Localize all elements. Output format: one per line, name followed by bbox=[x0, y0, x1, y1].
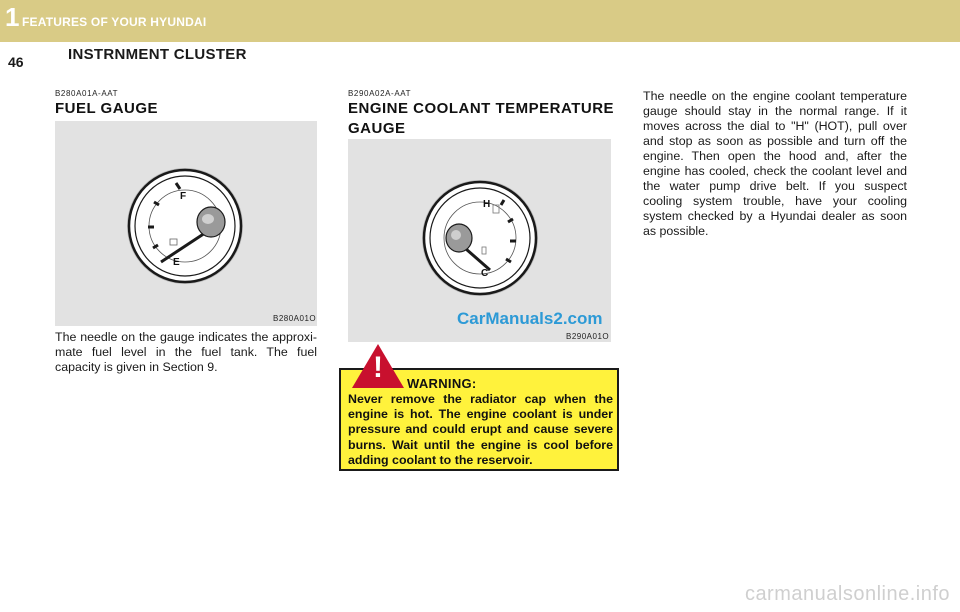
warning-exclamation: ! bbox=[373, 351, 383, 384]
coolant-dial-cold-label: C bbox=[481, 268, 489, 279]
warning-text: Never remove the radiator cap when the engine is hot. The engine coolant is under pressure and could erupt and cause severe burns. Wait until the engine is cool before adding coolant to the reservoir. bbox=[348, 392, 613, 467]
fuel-gauge-title: FUEL GAUGE bbox=[55, 100, 159, 117]
page-number: 46 bbox=[8, 54, 24, 70]
chapter-number: 1 bbox=[5, 2, 20, 32]
coolant-gauge-description: The needle on the engine coolant temperature gauge should stay in the normal range. If it moves across the dial to "H" (HOT), pull over and stop as soon as possible and turn off the engine. Then open the hood and, after the engine has cooled, check the coolant level and the water pump drive belt. If you suspect cooling system trouble, have your cooling system checked by a Hyundai dealer as soon as possible. bbox=[643, 89, 907, 238]
coolant-gauge-title-line2: GAUGE bbox=[348, 120, 406, 137]
fuel-gauge-caption: B280A01O bbox=[273, 314, 317, 323]
fuel-dial-empty-label: E bbox=[173, 257, 180, 268]
fuel-gauge-description: The needle on the gauge indicates the approxi-mate fuel level in the fuel tank. The fuel capacity is given in Section 9. bbox=[55, 330, 317, 374]
warning-title: WARNING: bbox=[407, 376, 477, 391]
coolant-gauge-caption: B290A01O bbox=[566, 332, 610, 341]
fuel-gauge-code: B280A01A-AAT bbox=[55, 89, 119, 98]
image-watermark: CarManuals2.com bbox=[457, 309, 603, 328]
fuel-dial-full-label: F bbox=[180, 191, 187, 202]
page-title: INSTRNMENT CLUSTER bbox=[68, 46, 247, 63]
chapter-label: FEATURES OF YOUR HYUNDAI bbox=[22, 15, 207, 29]
footer-watermark: carmanualsonline.info bbox=[744, 583, 950, 605]
fuel-gauge-dial-icon bbox=[55, 121, 317, 326]
coolant-gauge-title-line1: ENGINE COOLANT TEMPERATURE bbox=[348, 100, 615, 117]
coolant-dial-hot-label: H bbox=[483, 199, 491, 210]
coolant-gauge-code: B290A02A-AAT bbox=[348, 89, 412, 98]
fuel-gauge-image bbox=[55, 121, 317, 326]
